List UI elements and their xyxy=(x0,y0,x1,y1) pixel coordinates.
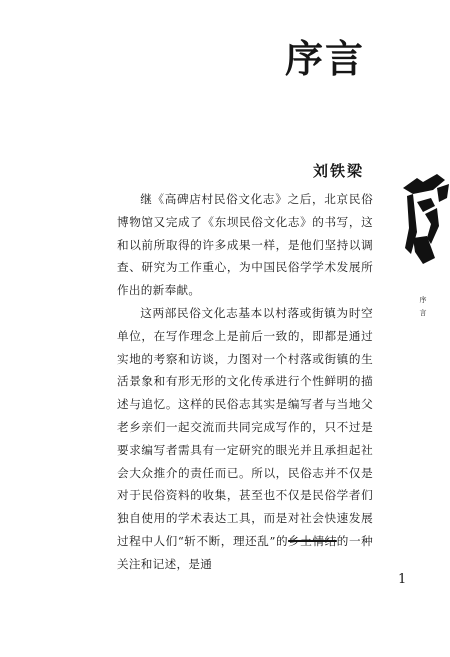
page-number: 1 xyxy=(398,572,407,587)
paragraph-text-end: 的一种关注和记述，是通 xyxy=(117,533,374,571)
paragraph-text: 这两部民俗文化志基本以村落或街镇为时空单位，在写作理念上是前后一致的，即都是通过实地的考察和访谈，力图对一个村落或街镇的生活景象和有形无形的文化传承进行个性鲜明的描述与追忆。这样的民俗志其实是编写者与当地父老乡亲们一起交流而共同完成写作的，只不过是要求编写者需具有一定研究的眼光并且承担起社会大众推介的责任而已。所以，民俗志并不仅是对于民俗资料的收集，甚至也不仅是民俗学者们独自使用的学术表达工具，而是对社会快速发展过程中人们“斩不断，理还乱”的 xyxy=(117,305,373,548)
paragraph xyxy=(117,188,373,302)
author-name: 刘铁梁 xyxy=(313,162,365,180)
running-header-label: 序言 xyxy=(419,296,427,322)
preface-body xyxy=(117,188,373,576)
paragraph-text: 继《高碑店村民俗文化志》之后，北京民俗博物馆又完成了《东坝民俗文化志》的书写，这和以前所取得的许多成果一样，是他们坚持以调查、研究为工作重心，为中国民俗学学术发展所作出的新奉献。 xyxy=(117,192,373,298)
calligraphy-mark-icon xyxy=(393,168,450,268)
chapter-title: 序言 xyxy=(285,36,366,81)
paragraph xyxy=(117,302,373,576)
struck-text: 乡土情结 xyxy=(288,533,337,548)
